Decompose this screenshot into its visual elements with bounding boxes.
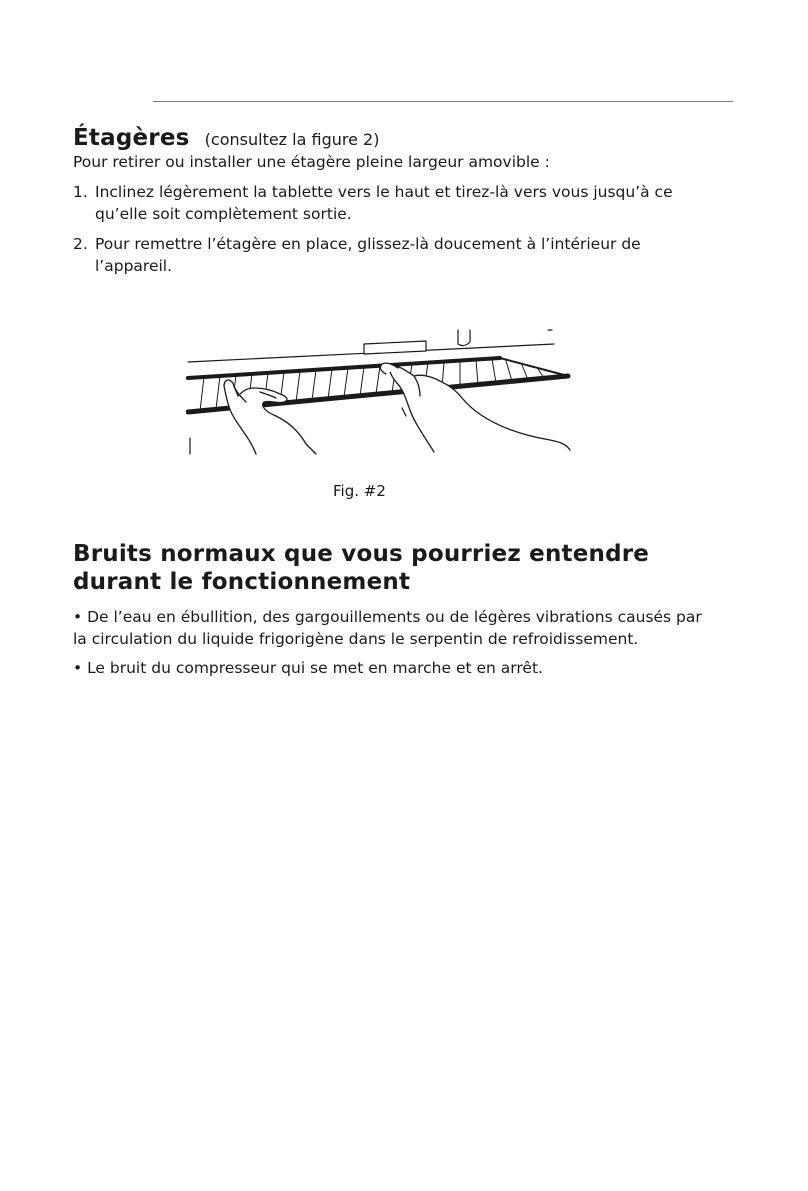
step-2 (73, 233, 641, 275)
step-text-line2: l’appareil. (95, 257, 173, 275)
step-number: 1. (73, 183, 88, 201)
bullet-text-line1: • Le bruit du compresseur qui se met en marche et en arrêt. (73, 659, 543, 677)
section-title-line1: Bruits normaux que vous pourriez entendre (73, 541, 650, 567)
section-title-main: Étagères (73, 125, 190, 151)
noise-bullet-2 (73, 657, 543, 679)
step-text-line1: Inclinez légèrement la tablette vers le haut et tirez-là vers vous jusqu’à ce (95, 183, 673, 201)
bullet-text-line2: la circulation du liquide frigorigène dans le serpentin de refroidissement. (73, 630, 639, 648)
step-1 (73, 181, 673, 223)
section-title-shelves (73, 115, 379, 153)
noise-bullet-1 (73, 606, 702, 650)
figure-caption: Fig. #2 (333, 482, 386, 500)
header-rule (153, 101, 733, 102)
shelf-removal-illustration (186, 326, 576, 458)
section-title-reference: (consultez la figure 2) (204, 130, 380, 149)
left-hand-drawing (224, 380, 316, 454)
intro-paragraph: Pour retirer ou installer une étagère pleine largeur amovible : (73, 153, 550, 171)
step-text-line2: qu’elle soit complètement sortie. (95, 205, 352, 223)
section-title-normal-noises (73, 540, 649, 596)
section-title-line2: durant le fonctionnement (73, 569, 411, 595)
bullet-text-line1: • De l’eau en ébullition, des gargouillements ou de légères vibrations causés par (73, 608, 702, 626)
step-text-line1: Pour remettre l’étagère en place, glissez-là doucement à l’intérieur de (95, 235, 641, 253)
step-number: 2. (73, 235, 88, 253)
